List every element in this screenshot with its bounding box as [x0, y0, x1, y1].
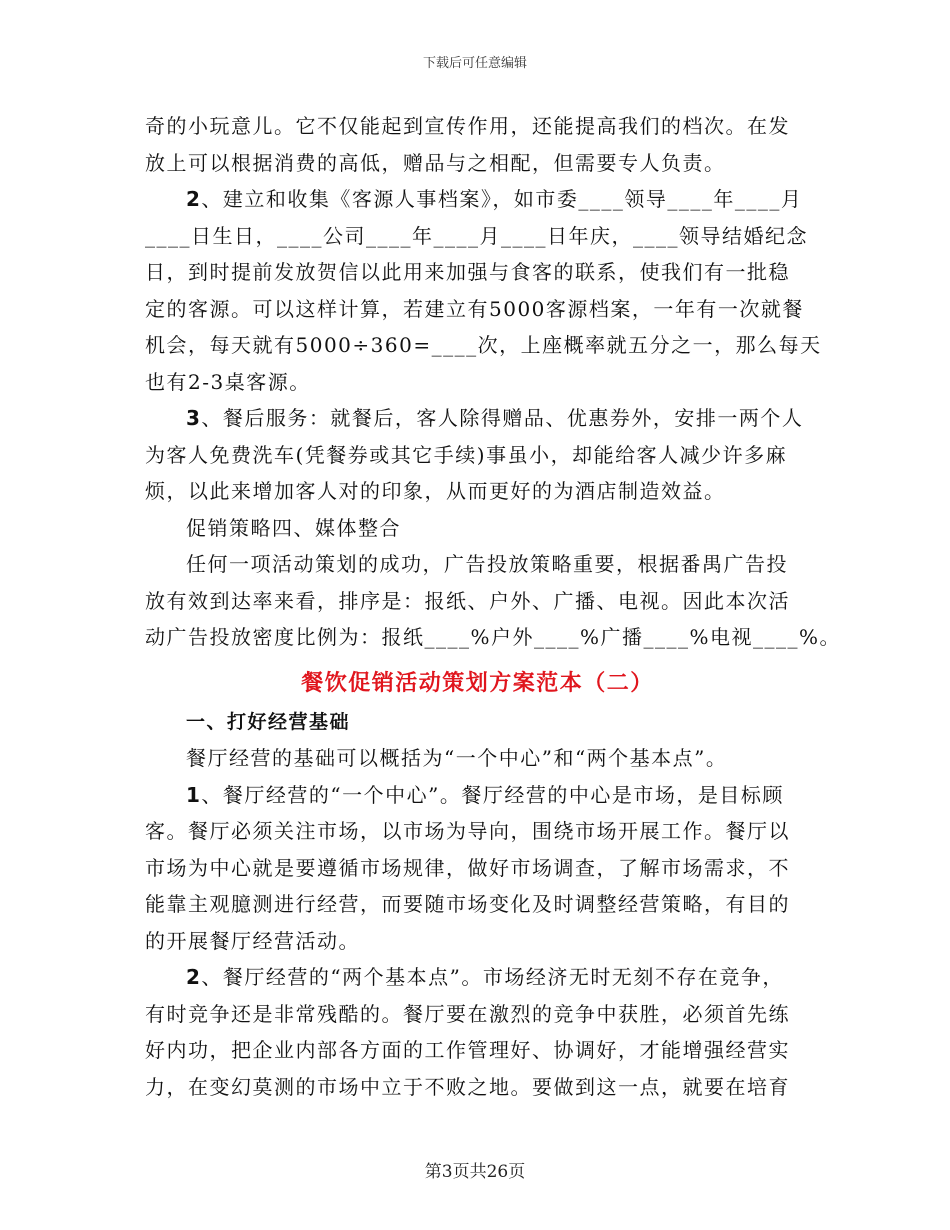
text-line: 的开展餐厅经营活动。 — [145, 928, 360, 953]
text-line: 任何一项活动策划的成功，广告投放策略重要，根据番禺广告投 — [186, 552, 788, 576]
list-item-2-first — [145, 959, 810, 996]
text-line: 动广告投放密度比例为：报纸____%户外____%广播____%电视____%。 — [145, 625, 842, 649]
text-line: 机会，每天就有5000÷360=____次，上座概率就五分之一，那么每天 — [145, 333, 822, 357]
list-item-2-first — [145, 181, 810, 218]
text-line: 也有2-3桌客源。 — [145, 369, 311, 394]
list-number: 3 — [186, 406, 202, 430]
text-line: 、餐后服务：就餐后，客人除得赠品、优惠券外，安排一两个人 — [201, 406, 804, 430]
list-item-1-first — [145, 777, 810, 814]
text-line: 放有效到达率来看，排序是：报纸、户外、广播、电视。因此本次活 — [145, 588, 790, 613]
text-line: 、餐厅经营的“两个基本点”。市场经济无时无刻不存在竞争， — [201, 965, 784, 989]
text-line: 奇的小玩意儿。它不仅能起到宣传作用，还能提高我们的档次。在发 — [145, 114, 790, 138]
text-line: 、餐厅经营的“一个中心”。餐厅经营的中心是市场，是目标顾 — [201, 782, 784, 807]
text-line: 为客人免费洗车(凭餐券或其它手续)事虽小，却能给客人减少许多麻 — [145, 442, 788, 467]
text-line: 能靠主观臆测进行经营，而要随市场变化及时调整经营策略，有目的 — [145, 892, 790, 916]
text-line: 烦，以此来增加客人对的印象，从而更好的为酒店制造效益。 — [145, 479, 726, 503]
list-item-3-first — [145, 400, 810, 437]
section-title: 餐饮促销活动策划方案范本（二） — [301, 670, 654, 696]
page-header: 下载后可任意编辑 — [422, 56, 527, 71]
subsection-title: 一、打好经营基础 — [186, 710, 351, 733]
text-line: 、建立和收集《客源人事档案》，如市委____领导____年____月 — [201, 187, 803, 211]
text-line: 日，到时提前发放贺信以此用来加强与食客的联系，使我们有一批稳 — [145, 260, 790, 284]
text-line: ____日生日，____公司____年____月____日年庆，____领导结婚纪念 — [145, 223, 808, 248]
text-line: 餐厅经营的基础可以概括为“一个中心”和“两个基本点”。 — [186, 746, 728, 770]
text-line: 客。餐厅必须关注市场，以市场为导向，围绕市场开展工作。餐厅以 — [145, 819, 790, 843]
page-footer: 第3页共26页 — [424, 1162, 526, 1182]
list-number: 2 — [186, 187, 202, 211]
document-body — [145, 108, 842, 1105]
list-number: 2 — [186, 965, 202, 989]
strategy-title: 促销策略四、媒体整合 — [186, 515, 401, 540]
text-line: 有时竞争还是非常残酷的。餐厅要在激烈的竞争中获胜，必须首先练 — [145, 1001, 790, 1026]
text-line: 市场为中心就是要遵循市场规律，做好市场调查，了解市场需求，不 — [145, 855, 790, 880]
text-line: 好内功，把企业内部各方面的工作管理好、协调好，才能增强经营实 — [145, 1038, 790, 1062]
text-line: 力，在变幻莫测的市场中立于不败之地。要做到这一点，就要在培育 — [145, 1074, 790, 1099]
list-number: 1 — [186, 782, 202, 807]
text-line: 放上可以根据消费的高低，赠品与之相配，但需要专人负责。 — [145, 150, 726, 175]
text-line: 定的客源。可以这样计算，若建立有5000客源档案，一年有一次就餐 — [145, 296, 804, 321]
